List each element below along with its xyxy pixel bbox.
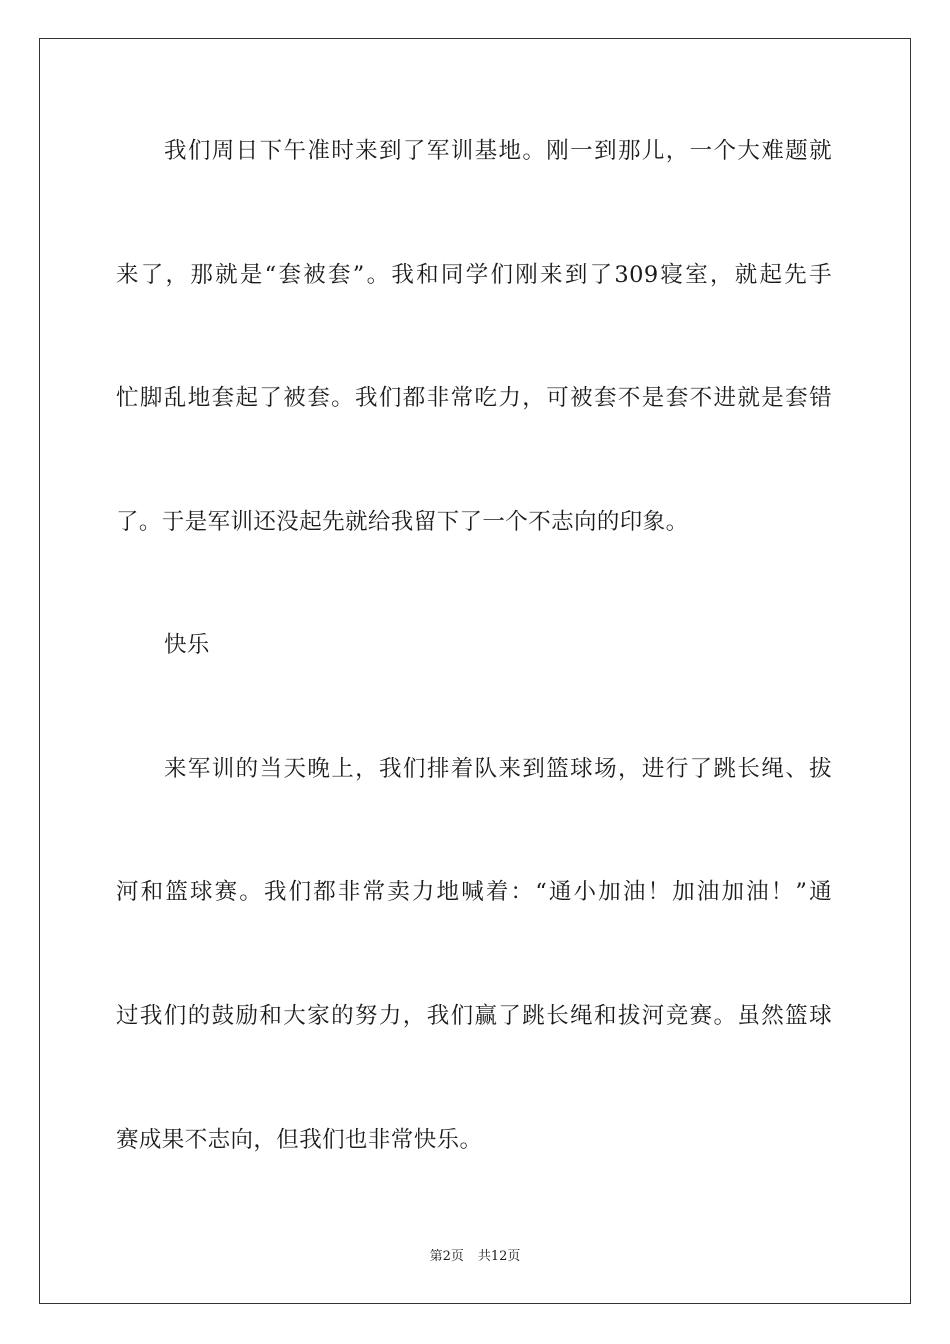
page-border: [39, 38, 911, 1304]
paragraph-2-line-3: 过我们的鼓励和大家的努力，我们赢了跳长绳和拔河竞赛。虽然篮球: [116, 1003, 832, 1029]
page-number-current: 第2页: [429, 1249, 464, 1264]
paragraph-1-line-4: 了。于是军训还没起先就给我留下了一个不志向的印象。: [116, 509, 689, 535]
paragraph-2-line-4: 赛成果不志向，但我们也非常快乐。: [116, 1127, 483, 1153]
section-heading: 快乐: [164, 632, 210, 658]
page-number-total: 共12页: [477, 1249, 521, 1264]
paragraph-2-line-2: 河和篮球赛。我们都非常卖力地喊着：“通小加油！加油加油！”通: [116, 879, 832, 905]
paragraph-2-line-1: 来军训的当天晚上，我们排着队来到篮球场，进行了跳长绳、拔: [164, 756, 832, 782]
paragraph-1-line-3: 忙脚乱地套起了被套。我们都非常吃力，可被套不是套不进就是套错: [116, 385, 832, 411]
page-footer: [0, 1249, 950, 1265]
paragraph-1-line-2: 来了，那就是“套被套”。我和同学们刚来到了309寝室，就起先手: [116, 262, 832, 288]
paragraph-1-line-1: 我们周日下午准时来到了军训基地。刚一到那儿，一个大难题就: [164, 138, 832, 164]
